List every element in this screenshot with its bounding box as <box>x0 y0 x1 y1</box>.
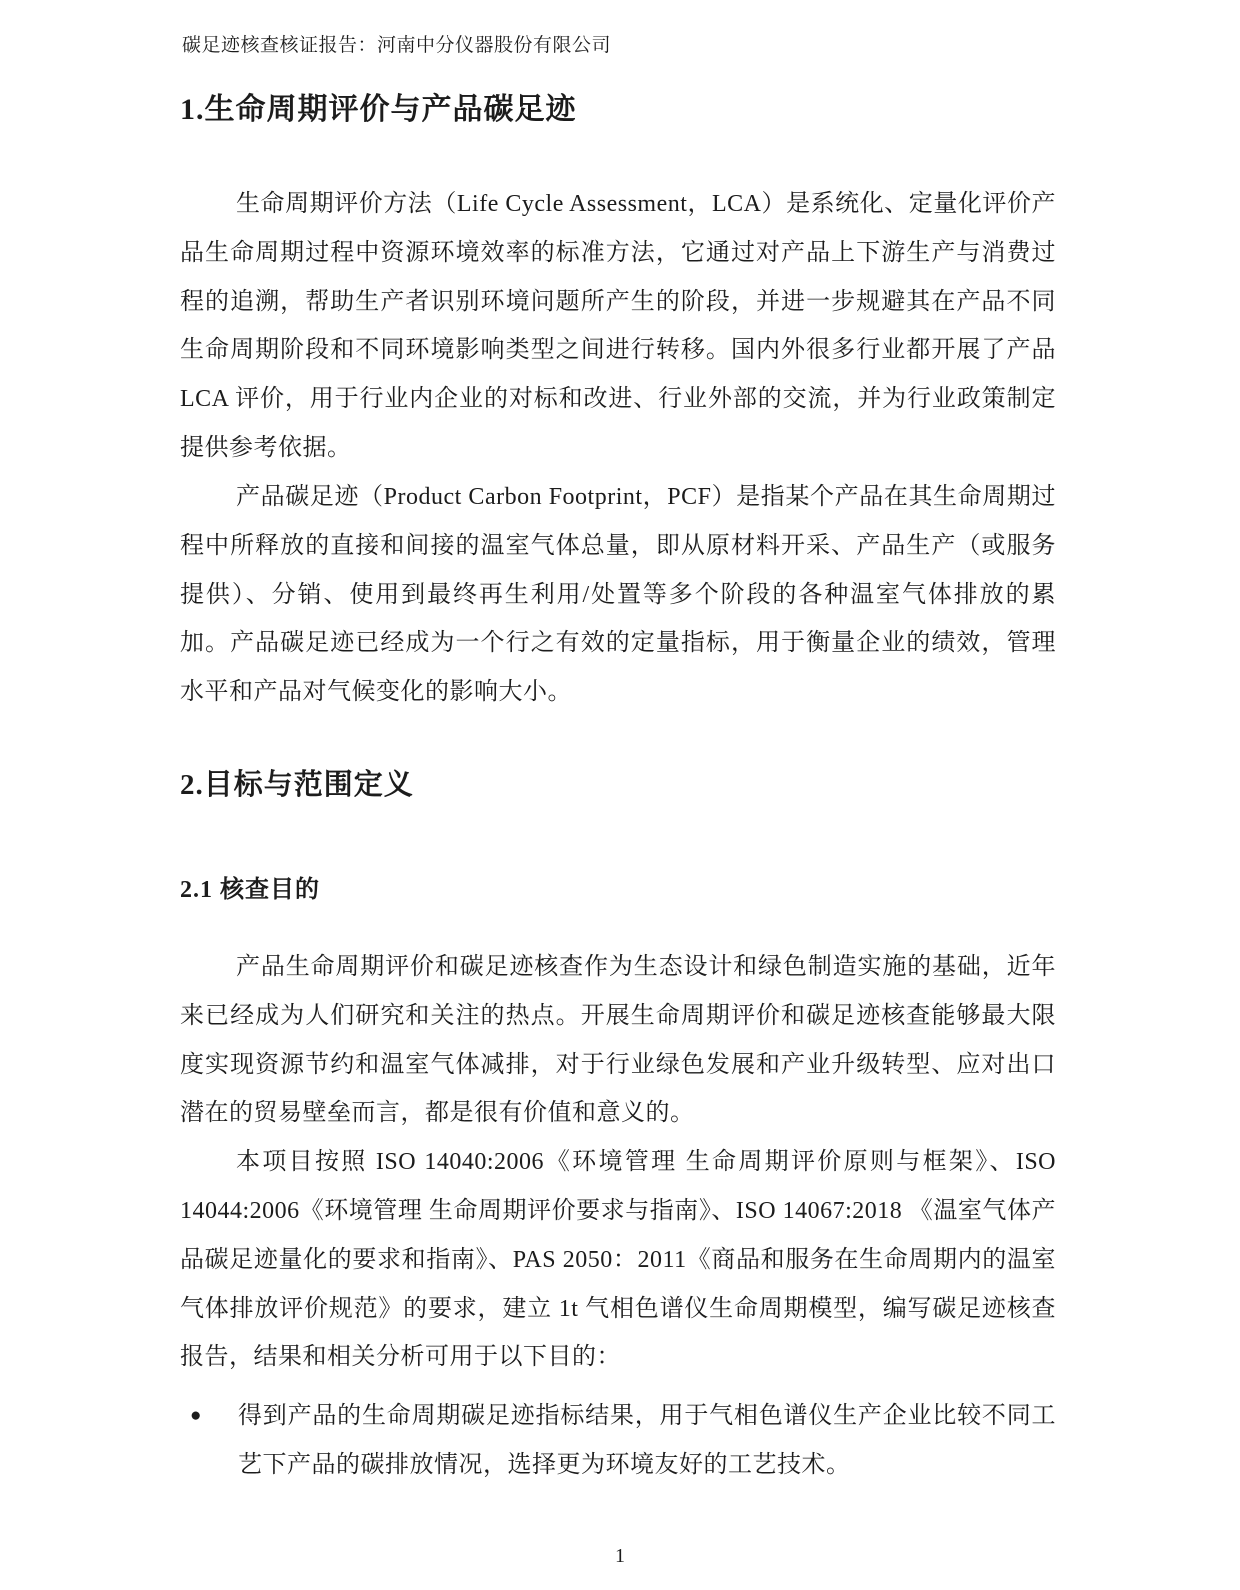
bullet-icon: ● <box>190 1405 202 1427</box>
paragraph-verification-purpose: 产品生命周期评价和碳足迹核查作为生态设计和绿色制造实施的基础，近年来已经成为人们研究和关注的热点。开展生命周期评价和碳足迹核查能够最大限度实现资源节约和温室气体减排，对于行业绿色发展和产业升级转型、应对出口潜在的贸易壁垒而言，都是很有价值和意义的。 <box>180 954 1056 1127</box>
paragraph-lca-intro: 生命周期评价方法（Life Cycle Assessment，LCA）是系统化、定量化评价产品生命周期过程中资源环境效率的标准方法，它通过对产品上下游生产与消费过程的追溯，帮助生产者识别环境问题所产生的阶段，并进一步规避其在产品不同生命周期阶段和不同环境影响类型之间进行转移。国内外很多行业都开展了产品 LCA 评价，用于行业内企业的对标和改进、行业外部的交流，并为行业政策制定提供参考依据。 <box>180 191 1056 461</box>
paragraph-standards-basis: 本项目按照 ISO 14040:2006《环境管理 生命周期评价原则与框架》、ISO 14044:2006《环境管理 生命周期评价要求与指南》、ISO 14067:2018 《温室气体产品碳足迹量化的要求和指南》、PAS 2050：2011《商品和服务在生命周期内的温室气体排放评价规范》的要求，建立 1t 气相色谱仪生命周期模型，编写碳足迹核查报告，结果和相关分析可用于以下目的： <box>180 1149 1056 1371</box>
section-2-heading: 2.目标与范围定义 <box>180 769 414 801</box>
subsection-2-1-heading: 2.1 核查目的 <box>180 877 320 903</box>
list-item-text: 得到产品的生命周期碳足迹指标结果，用于气相色谱仪生产企业比较不同工艺下产品的碳排放情况，选择更为环境友好的工艺技术。 <box>238 1403 1056 1478</box>
page-number: 1 <box>615 1545 625 1567</box>
running-header: 碳足迹核查核证报告：河南中分仪器股份有限公司 <box>182 35 612 56</box>
paragraph-pcf-intro: 产品碳足迹（Product Carbon Footprint，PCF）是指某个产品在其生命周期过程中所释放的直接和间接的温室气体总量，即从原材料开采、产品生产（或服务提供）、分销、使用到最终再生利用/处置等多个阶段的各种温室气体排放的累加。产品碳足迹已经成为一个行之有效的定量指标，用于衡量企业的绩效，管理水平和产品对气候变化的影响大小。 <box>180 484 1056 706</box>
list-item-purpose-1 <box>180 1392 1056 1490</box>
section-1-heading: 1.生命周期评价与产品碳足迹 <box>180 93 577 126</box>
document-body <box>180 180 1056 1490</box>
